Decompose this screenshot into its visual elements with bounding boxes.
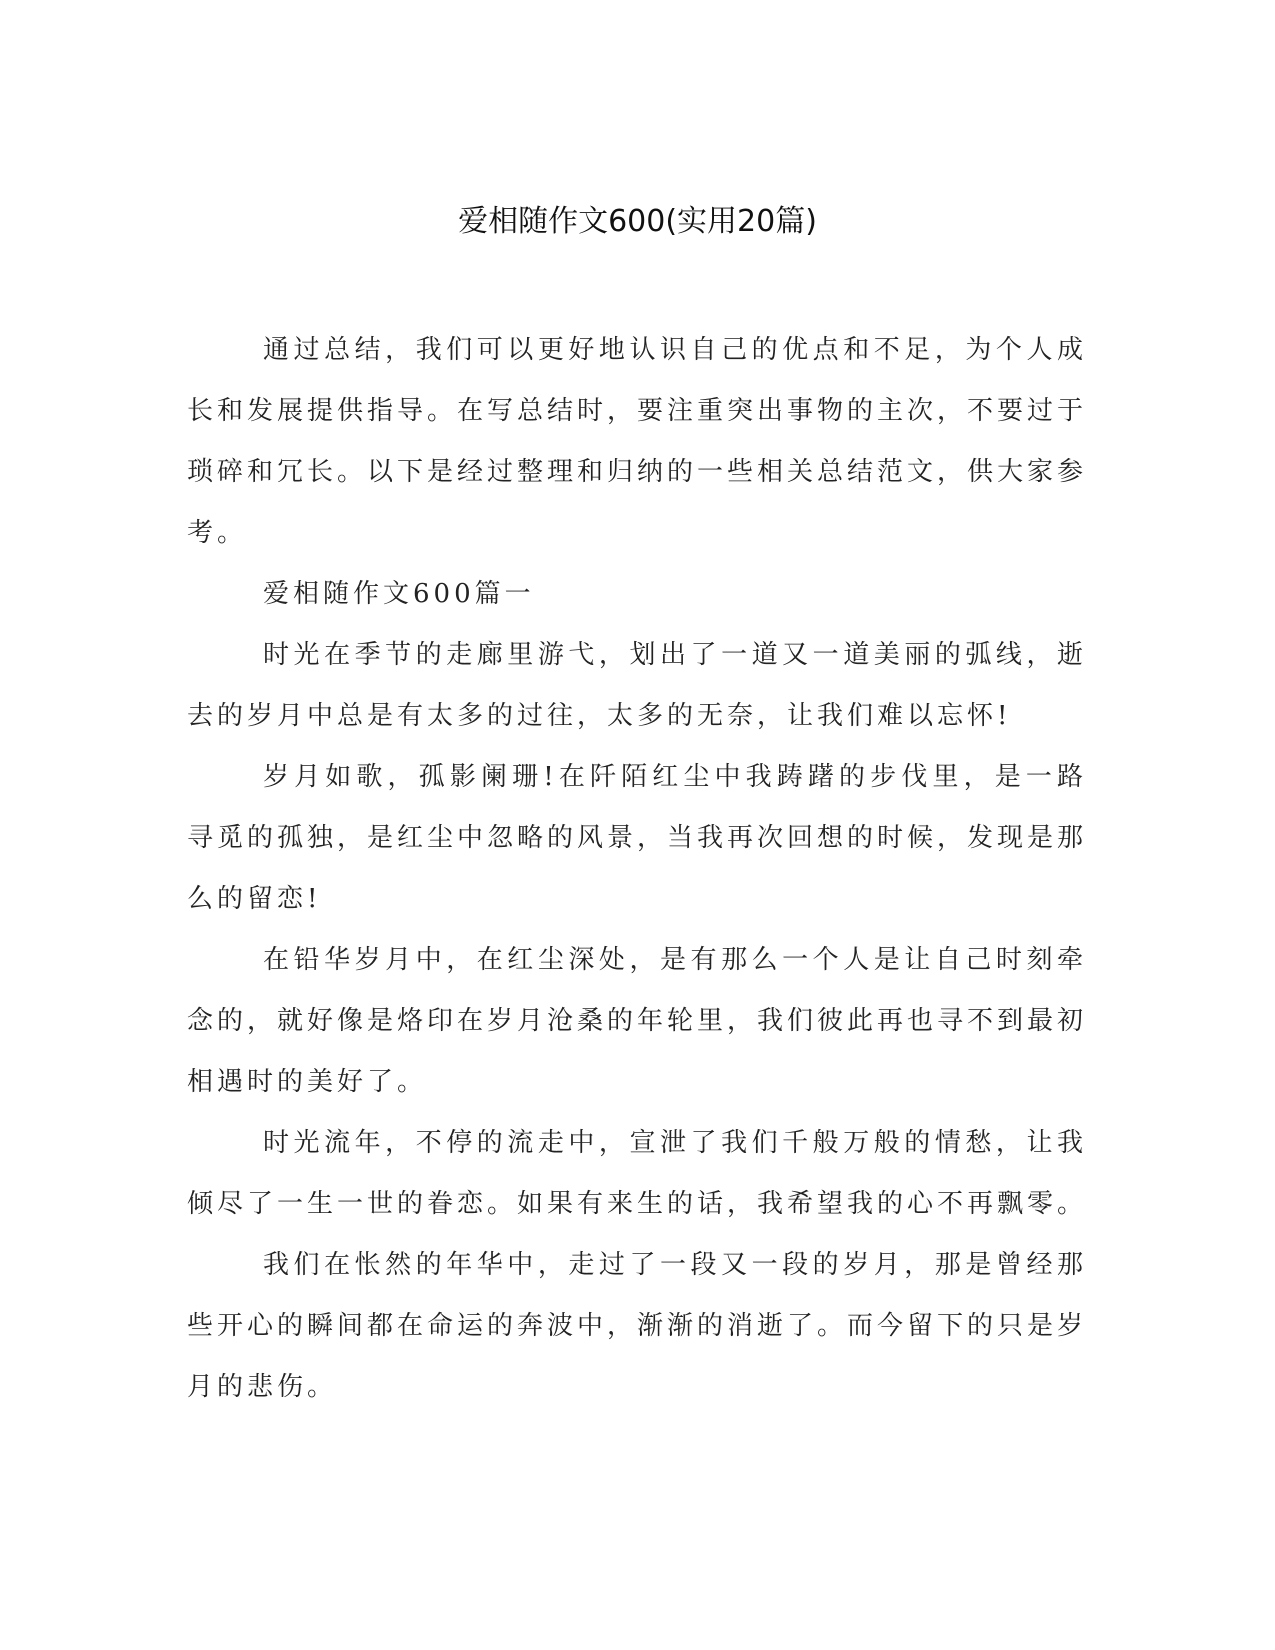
intro-paragraph: 通过总结，我们可以更好地认识自己的优点和不足，为个人成长和发展提供指导。在写总结时，要注重突出事物的主次，不要过于琐碎和冗长。以下是经过整理和归纳的一些相关总结范文，供大家参考。: [187, 335, 1088, 548]
body-paragraph: 时光流年，不停的流走中，宣泄了我们千般万般的情愁，让我倾尽了一生一世的眷恋。如果有来生的话，我希望我的心不再飘零。: [187, 1128, 1088, 1219]
body-paragraph: 岁月如歌，孤影阑珊!在阡陌红尘中我踌躇的步伐里，是一路寻觅的孤独，是红尘中忽略的风景，当我再次回想的时候，发现是那么的留恋!: [187, 762, 1088, 914]
document-body: [187, 320, 1087, 1418]
body-paragraph: 我们在怅然的年华中，走过了一段又一段的岁月，那是曾经那些开心的瞬间都在命运的奔波中，渐渐的消逝了。而今留下的只是岁月的悲伤。: [187, 1250, 1088, 1402]
section-heading: 爱相随作文600篇一: [263, 579, 535, 609]
body-paragraph: 在铅华岁月中，在红尘深处，是有那么一个人是让自己时刻牵念的，就好像是烙印在岁月沧桑的年轮里，我们彼此再也寻不到最初相遇时的美好了。: [187, 945, 1088, 1097]
body-paragraph: 时光在季节的走廊里游弋，划出了一道又一道美丽的弧线，逝去的岁月中总是有太多的过往，太多的无奈，让我们难以忘怀!: [187, 640, 1087, 731]
document-title: 爱相随作文600(实用20篇): [458, 204, 817, 239]
